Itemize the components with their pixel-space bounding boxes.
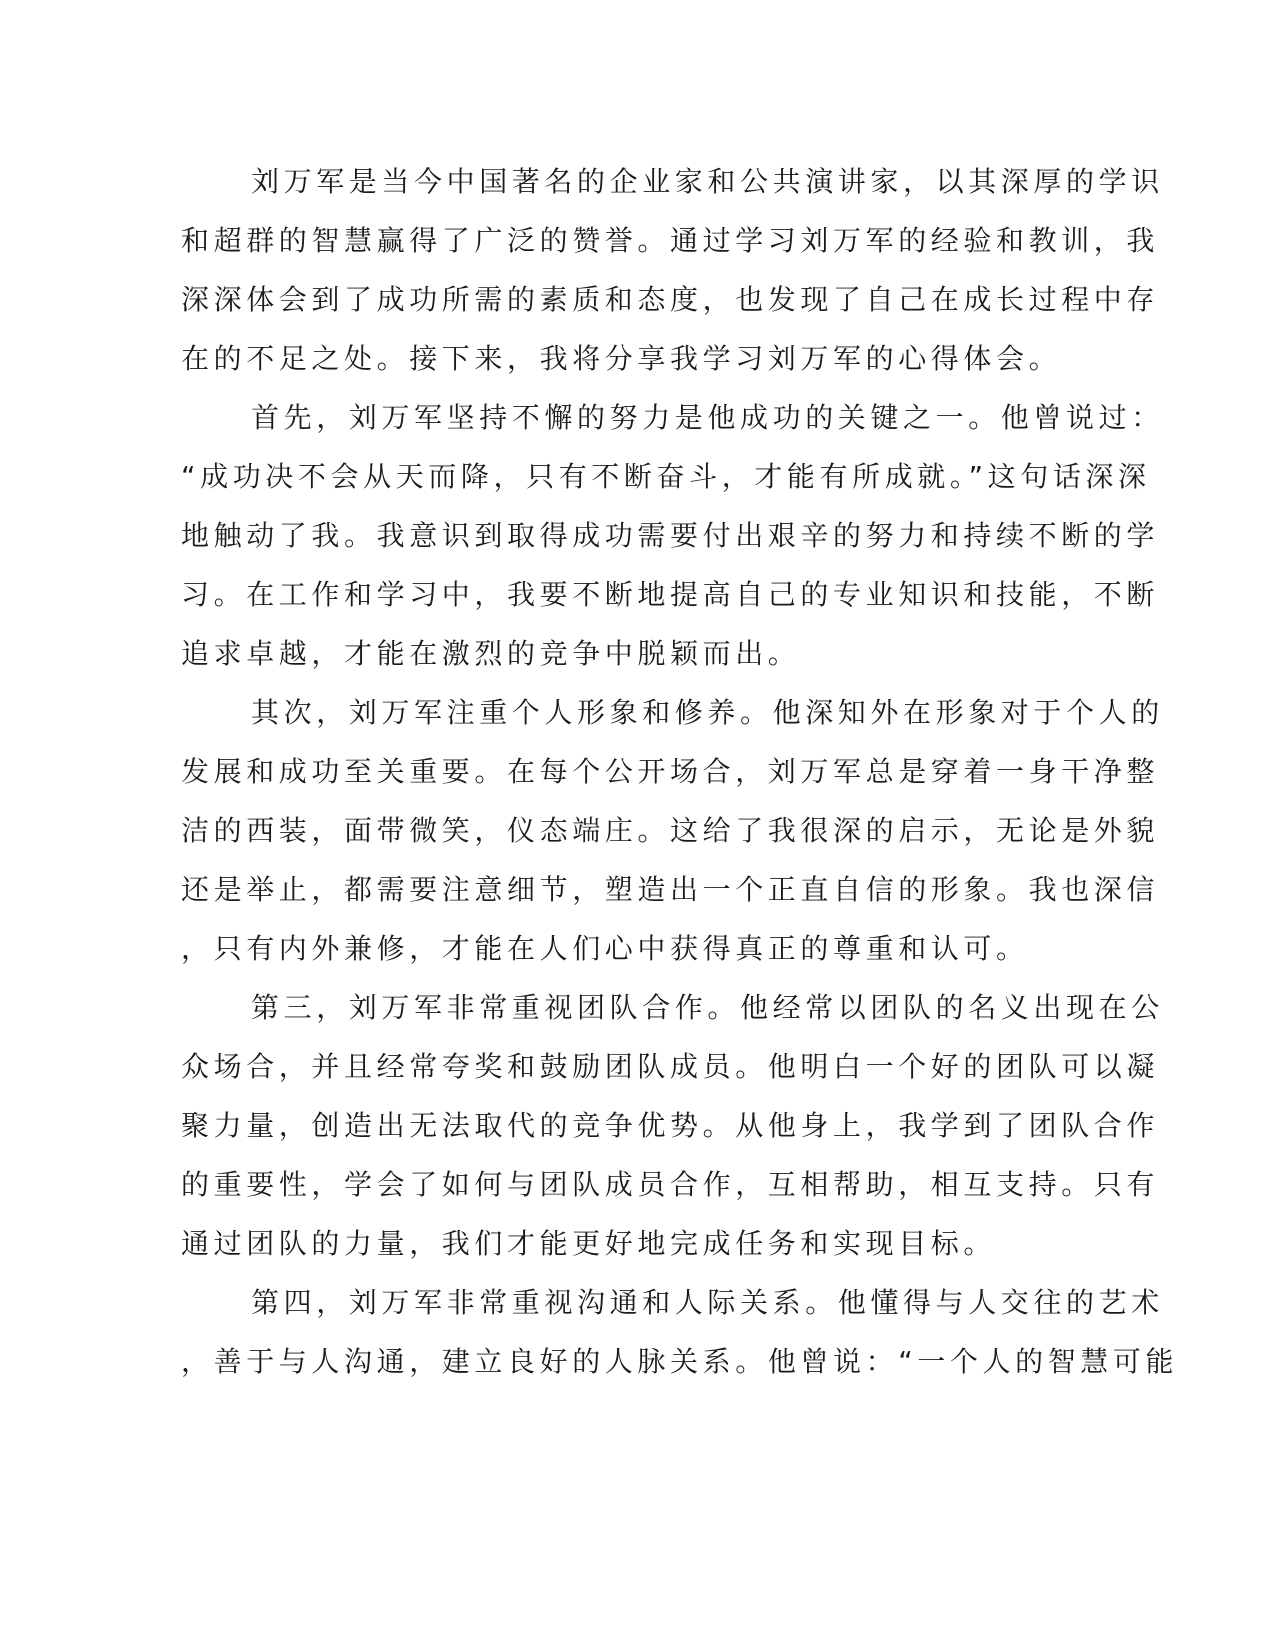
paragraph-1-line-1: 刘万军是当今中国著名的企业家和公共演讲家，以其深厚的学识: [251, 165, 1164, 198]
paragraph-3-line-4: 还是举止，都需要注意细节，塑造出一个正直自信的形象。我也深信: [181, 873, 1160, 906]
paragraph-4-line-3: 聚力量，创造出无法取代的竞争优势。从他身上，我学到了团队合作: [181, 1109, 1160, 1142]
paragraph-5-line-2: ，善于与人沟通，建立良好的人脉关系。他曾说：“一个人的智慧可能: [181, 1345, 1179, 1378]
paragraph-4-line-1: 第三，刘万军非常重视团队合作。他经常以团队的名义出现在公: [251, 991, 1164, 1024]
paragraph-1-line-2: 和超群的智慧赢得了广泛的赞誉。通过学习刘万军的经验和教训，我: [181, 224, 1160, 257]
paragraph-2-line-5: 追求卓越，才能在激烈的竞争中脱颖而出。: [181, 637, 801, 670]
paragraph-4-line-2: 众场合，并且经常夸奖和鼓励团队成员。他明白一个好的团队可以凝: [181, 1050, 1160, 1083]
paragraph-5-line-1: 第四，刘万军非常重视沟通和人际关系。他懂得与人交往的艺术: [251, 1286, 1164, 1319]
paragraph-2-line-3: 地触动了我。我意识到取得成功需要付出艰辛的努力和持续不断的学: [181, 519, 1160, 552]
paragraph-1-line-4: 在的不足之处。接下来，我将分享我学习刘万军的心得体会。: [181, 342, 1062, 375]
paragraph-2-line-2: “成功决不会从天而降，只有不断奋斗，才能有所成就。”这句话深深: [181, 460, 1151, 493]
paragraph-3-line-1: 其次，刘万军注重个人形象和修养。他深知外在形象对于个人的: [251, 696, 1164, 729]
paragraph-4-line-4: 的重要性，学会了如何与团队成员合作，互相帮助，相互支持。只有: [181, 1168, 1160, 1201]
paragraph-3-line-5: ，只有内外兼修，才能在人们心中获得真正的尊重和认可。: [181, 932, 1029, 965]
paragraph-2-line-1: 首先，刘万军坚持不懈的努力是他成功的关键之一。他曾说过：: [251, 401, 1164, 434]
paragraph-2-line-4: 习。在工作和学习中，我要不断地提高自己的专业知识和技能，不断: [181, 578, 1160, 611]
paragraph-3-line-3: 洁的西装，面带微笑，仪态端庄。这给了我很深的启示，无论是外貌: [181, 814, 1160, 847]
paragraph-1-line-3: 深深体会到了成功所需的素质和态度，也发现了自己在成长过程中存: [181, 283, 1160, 316]
paragraph-4-line-5: 通过团队的力量，我们才能更好地完成任务和实现目标。: [181, 1227, 997, 1260]
paragraph-3-line-2: 发展和成功至关重要。在每个公开场合，刘万军总是穿着一身干净整: [181, 755, 1160, 788]
